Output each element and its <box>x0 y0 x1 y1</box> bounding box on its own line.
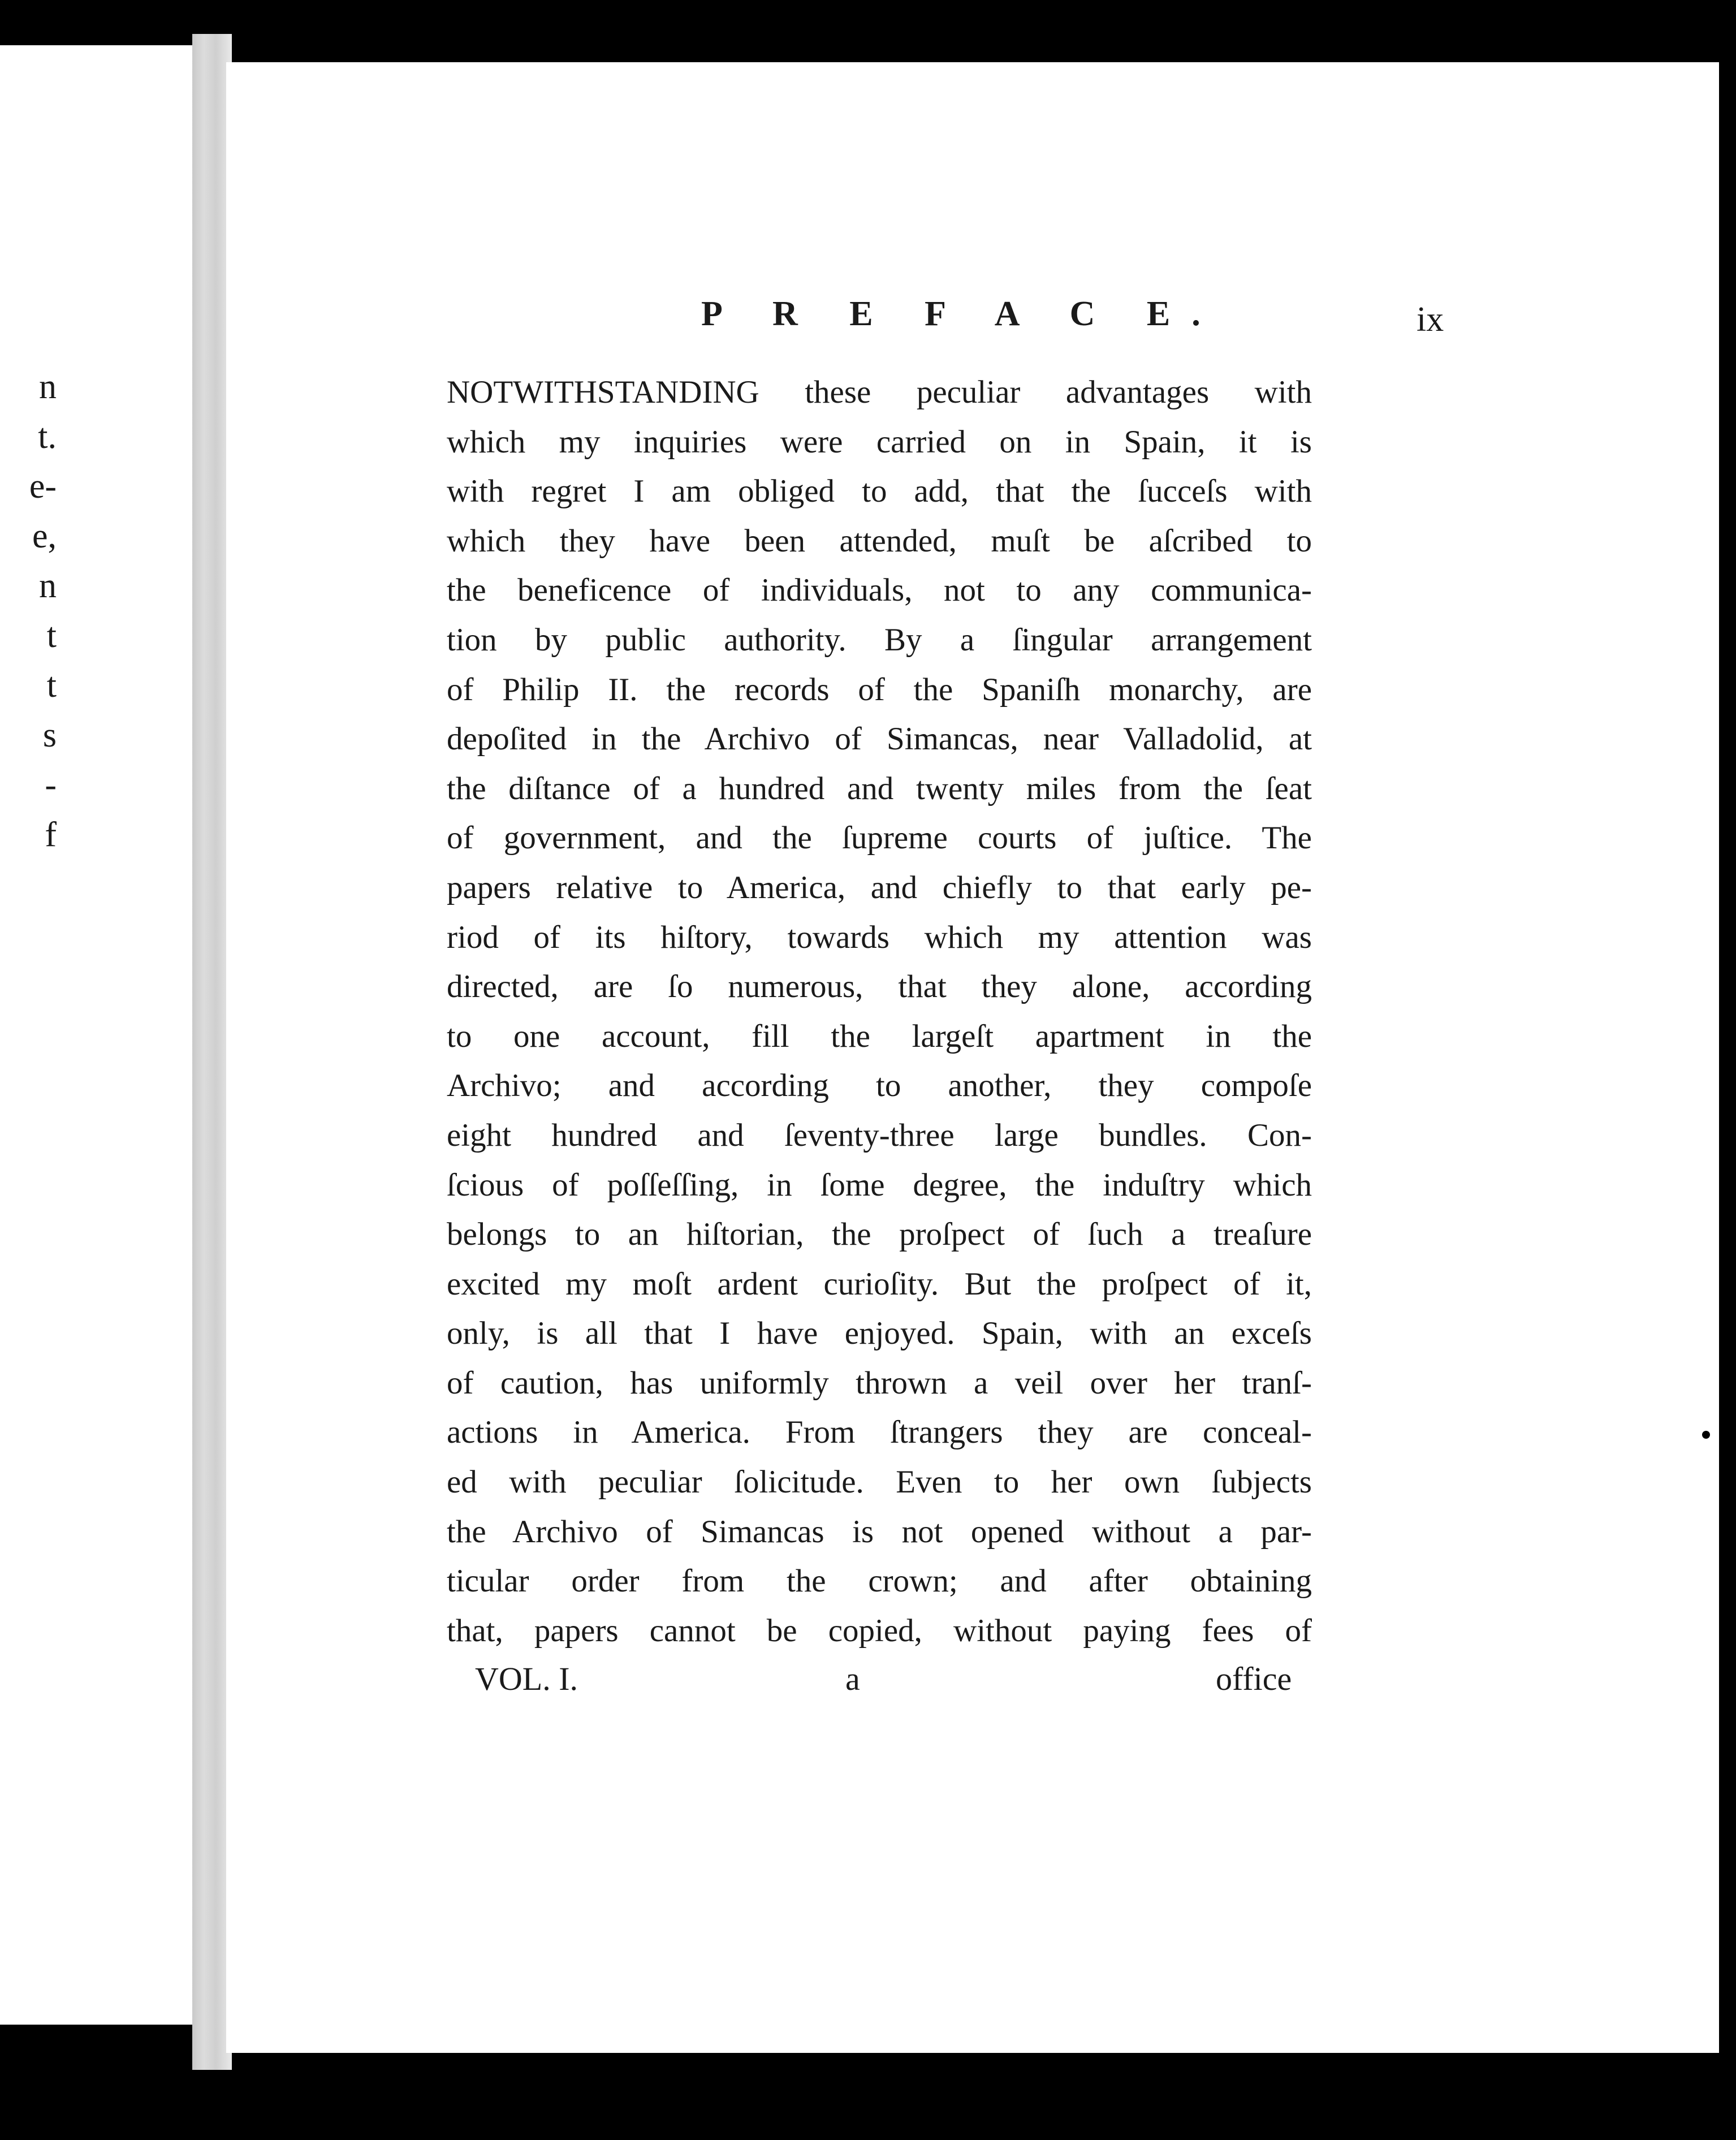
text-line: tion by public authority. By a ſingular arrangement <box>447 622 1312 658</box>
previous-page-fragment: e- <box>29 467 57 506</box>
text-line: ed with peculiar ſolicitude. Even to her own ſubjects <box>447 1464 1312 1500</box>
catchword: office <box>1216 1660 1292 1697</box>
text-line: to one account, fill the largeſt apartment in the <box>447 1018 1312 1054</box>
volume-mark: VOL. I. <box>475 1660 578 1697</box>
ink-speck <box>1702 1431 1710 1439</box>
text-line: only, is all that I have enjoyed. Spain, with an exceſs <box>447 1315 1312 1352</box>
page-number: ix <box>1417 300 1444 339</box>
previous-page-fragment: - <box>45 766 57 804</box>
previous-page-fragment: t. <box>38 417 57 456</box>
text-line: of government, and the ſupreme courts of juſtice. The <box>447 820 1312 856</box>
text-line: NOTWITHSTANDING these peculiar advantages with <box>447 374 1312 410</box>
text-line: eight hundred and ſeventy-three large bundles. Con- <box>447 1117 1312 1153</box>
text-line: the beneficence of individuals, not to any communica- <box>447 572 1312 609</box>
ink-speck <box>712 23 720 33</box>
previous-page-fragment: t <box>46 616 57 655</box>
text-line: that, papers cannot be copied, without paying fees of <box>447 1612 1312 1649</box>
text-line: papers relative to America, and chiefly to that early pe- <box>447 869 1312 905</box>
previous-page-fragment: n <box>39 567 57 605</box>
text-line: ſcious of poſſeſſing, in ſome degree, the induſtry which <box>447 1167 1312 1203</box>
previous-page-fragment: e, <box>32 517 57 555</box>
running-head: P R E F A C E. <box>701 295 1222 333</box>
signature-mark: a <box>845 1660 860 1697</box>
text-line: the Archivo of Simancas is not opened without a par- <box>447 1513 1312 1550</box>
text-line: the diſtance of a hundred and twenty miles from the ſeat <box>447 770 1312 806</box>
text-line: with regret I am obliged to add, that the ſucceſs with <box>447 473 1312 510</box>
text-line: excited my moſt ardent curioſity. But the proſpect of it, <box>447 1266 1312 1302</box>
text-line: directed, are ſo numerous, that they alone, according <box>447 969 1312 1005</box>
text-line: depoſited in the Archivo of Simancas, near Valladolid, at <box>447 721 1312 757</box>
text-line: of caution, has uniformly thrown a veil over her tranſ- <box>447 1365 1312 1401</box>
text-line: riod of its hiſtory, towards which my attention was <box>447 919 1312 955</box>
previous-page-fragment: n <box>39 368 57 406</box>
text-line: Archivo; and according to another, they compoſe <box>447 1068 1312 1104</box>
text-line: ticular order from the crown; and after obtaining <box>447 1563 1312 1599</box>
previous-page-edge <box>0 45 198 2025</box>
text-line: which my inquiries were carried on in Spain, it is <box>447 424 1312 460</box>
previous-page-fragment: f <box>45 816 57 854</box>
text-line: of Philip II. the records of the Spaniſh monarchy, are <box>447 671 1312 707</box>
body-text <box>447 368 1312 1655</box>
text-line: which they have been attended, muſt be aſcribed to <box>447 523 1312 559</box>
previous-page-fragment: t <box>46 666 57 705</box>
text-line: belongs to an hiſtorian, the proſpect of ſuch a treaſure <box>447 1216 1312 1253</box>
previous-page-fragment: s <box>42 716 57 754</box>
text-line: actions in America. From ſtrangers they are conceal- <box>447 1414 1312 1451</box>
previous-page-line-endings <box>0 362 57 860</box>
